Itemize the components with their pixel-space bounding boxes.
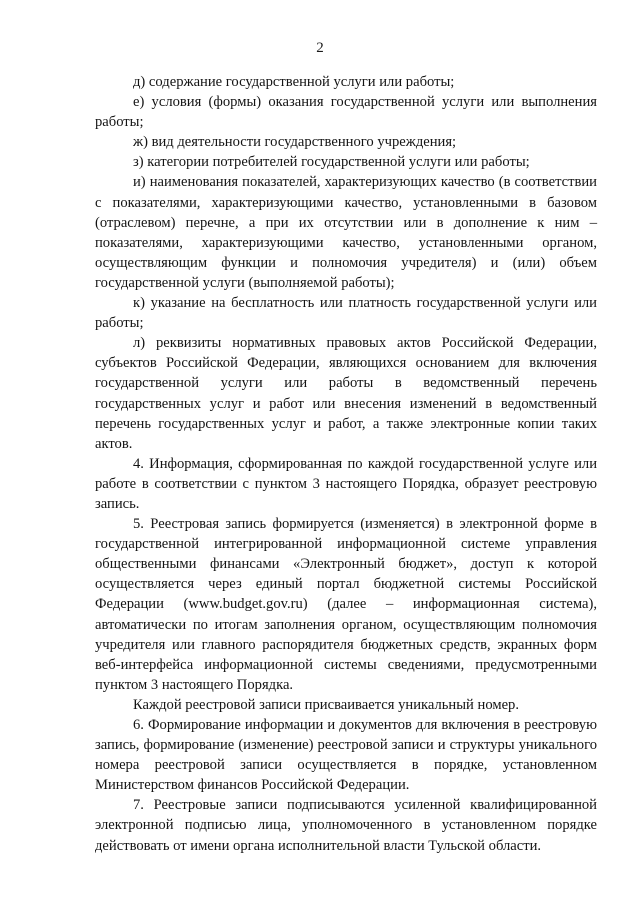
document-body — [95, 72, 597, 856]
paragraph-unique-number: Каждой реестровой записи присваивается уникальный номер. — [133, 696, 519, 713]
paragraph-item-e: е) условия (формы) оказания государственной услуги или выполнения работы; — [95, 94, 597, 131]
page-number: 2 — [316, 40, 324, 56]
paragraph-item-z: з) категории потребителей государственной услуги или работы; — [133, 154, 530, 171]
paragraph-item-zh: ж) вид деятельности государственного учреждения; — [133, 134, 457, 151]
paragraph-point-5: 5. Реестровая запись формируется (изменяется) в электронной форме в государственной интегрированной информационной системе управления общественными финансами «Электронный бюджет», доступ к которой осуществляется через единый портал бюджетной системы Российской Федерации (www.budget.gov.ru) (далее – информационная система), автоматически по итогам заполнения органом, осуществляющим полномочия учредителя или главного распорядителя бюджетных средств, экранных форм веб-интерфейса информационной системы сведениями, предусмотренными пунктом 3 настоящего Порядка. — [95, 516, 597, 693]
paragraph-item-l: л) реквизиты нормативных правовых актов Российской Федерации, субъектов Российской Федерации, являющихся основанием для включения государственной услуги или работы в ведомственный перечень государственных услуг и работ или внесения изменений в ведомственный перечень государственных услуг и работ, а также электронные копии таких актов. — [95, 335, 597, 452]
paragraph-point-7: 7. Реестровые записи подписываются усиленной квалифицированной электронной подписью лица, уполномоченного в установленном порядке действовать от имени органа исполнительной власти Тульской области. — [95, 797, 597, 854]
paragraph-item-k: к) указание на бесплатность или платность государственной услуги или работы; — [95, 295, 597, 332]
paragraph-item-d: д) содержание государственной услуги или работы; — [133, 74, 455, 90]
paragraph-point-6: 6. Формирование информации и документов для включения в реестровую запись, формирование (изменение) реестровой записи и структуры уникального номера реестровой записи осуществляется в порядке, установленном Министерством финансов Российской Федерации. — [95, 717, 597, 794]
paragraph-item-i: и) наименования показателей, характеризующих качество (в соответствии с показателями, характеризующими качество, установленными в базовом (отраслевом) перечне, а при их отсутствии или в дополнение к ним – показателями, характеризующими качество, установленными органом, осуществляющим функции и полномочия учредителя) и (или) объем государственной услуги (выполняемой работы); — [95, 174, 597, 291]
paragraph-point-4: 4. Информация, сформированная по каждой государственной услуге или работе в соответствии с пунктом 3 настоящего Порядка, образует реестровую запись. — [95, 455, 597, 512]
